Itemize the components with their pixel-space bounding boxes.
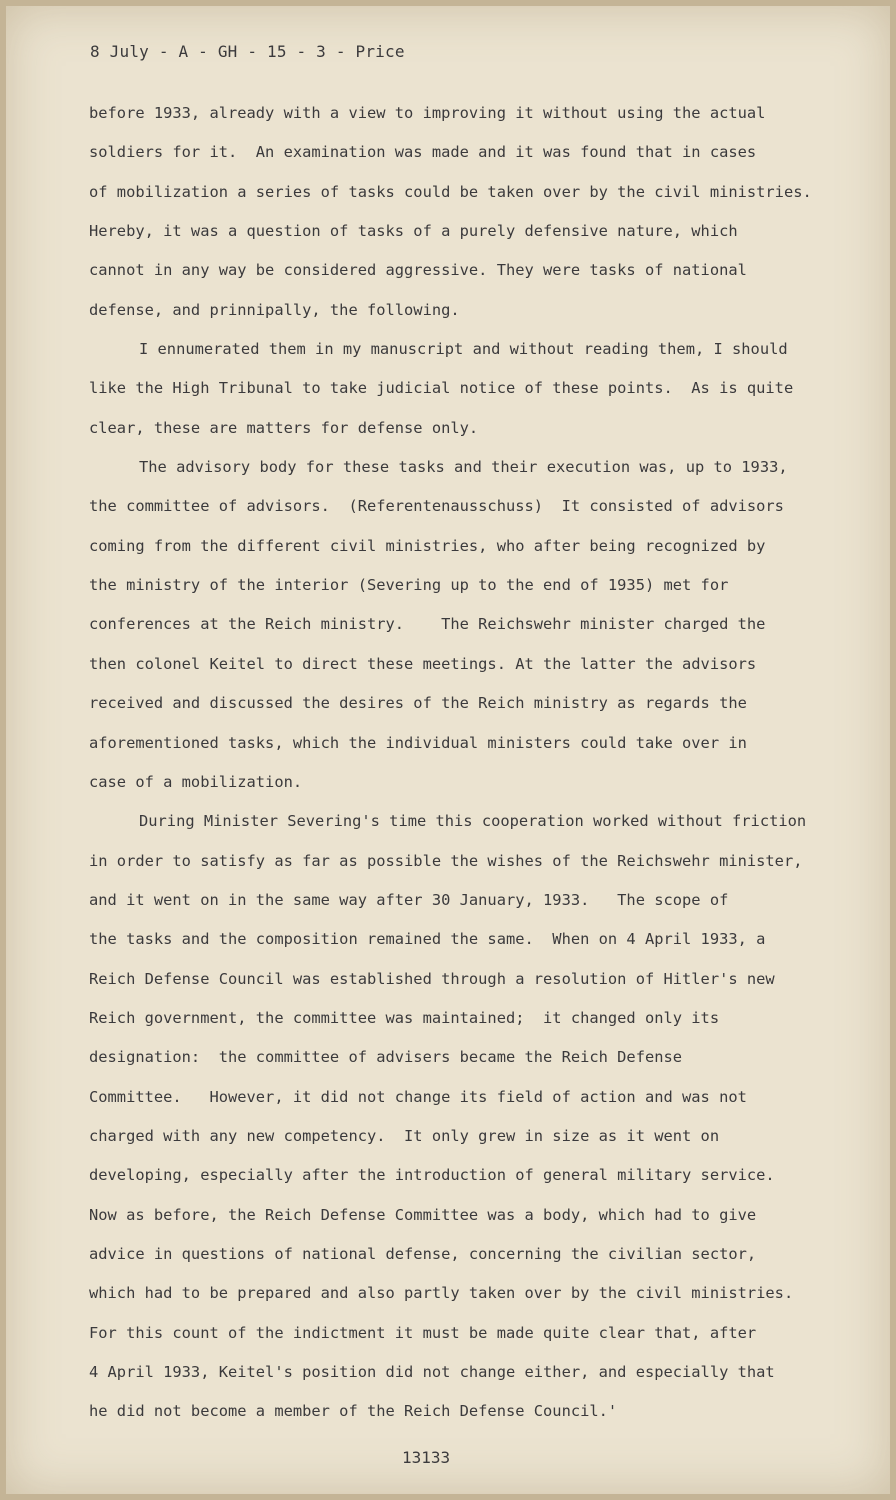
text-line: before 1933, already with a view to improving it without using the actual <box>89 104 766 122</box>
text-line: which had to be prepared and also partly taken over by the civil ministries. <box>89 1284 794 1303</box>
text-line: the committee of advisors. (Referentenausschuss) It consisted of advisors <box>89 497 784 516</box>
text-line: and it went on in the same way after 30 January, 1933. The scope of <box>89 890 729 909</box>
text-line: the ministry of the interior (Severing up to the end of 1935) met for <box>89 576 729 595</box>
text-line: Committee. However, it did not change its field of action and was not <box>89 1087 747 1106</box>
text-line: defense, and prinnipally, the following. <box>89 300 460 319</box>
text-line: advice in questions of national defense, concerning the civilian sector, <box>89 1244 757 1263</box>
text-line: coming from the different civil ministries, who after being recognized by <box>89 536 766 555</box>
text-line: Reich Defense Council was established through a resolution of Hitler's new <box>89 969 775 988</box>
text-line: The advisory body for these tasks and their execution was, up to 1933, <box>139 458 788 477</box>
text-line: soldiers for it. An examination was made and it was found that in cases <box>89 143 757 162</box>
text-line: received and discussed the desires of the Reich ministry as regards the <box>89 694 747 713</box>
text-line: charged with any new competency. It only grew in size as it went on <box>89 1126 720 1145</box>
page-header: 8 July - A - GH - 15 - 3 - Price <box>90 42 405 61</box>
text-line: case of a mobilization. <box>89 772 303 791</box>
typed-document-page <box>6 6 890 1494</box>
text-line: designation: the committee of advisers became the Reich Defense <box>89 1048 683 1067</box>
text-line: conferences at the Reich ministry. The Reichswehr minister charged the <box>89 615 766 634</box>
text-line: Hereby, it was a question of tasks of a purely defensive nature, which <box>89 222 738 241</box>
text-line: he did not become a member of the Reich Defense Council.' <box>89 1402 618 1421</box>
text-line: During Minister Severing's time this cooperation worked without friction <box>139 812 807 831</box>
page-number: 13133 <box>402 1448 451 1467</box>
text-line: Now as before, the Reich Defense Committee was a body, which had to give <box>89 1205 757 1224</box>
body-text <box>89 94 849 1432</box>
text-line: then colonel Keitel to direct these meetings. At the latter the advisors <box>89 654 757 673</box>
text-line: in order to satisfy as far as possible the wishes of the Reichswehr minister, <box>89 851 803 870</box>
text-line: aforementioned tasks, which the individual ministers could take over in <box>89 733 747 752</box>
text-line: I ennumerated them in my manuscript and without reading them, I should <box>139 340 788 359</box>
text-line: like the High Tribunal to take judicial notice of these points. As is quite <box>89 379 794 398</box>
text-line: For this count of the indictment it must be made quite clear that, after <box>89 1323 757 1342</box>
text-line: cannot in any way be considered aggressive. They were tasks of national <box>89 261 747 280</box>
text-line: 4 April 1933, Keitel's position did not change either, and especially that <box>89 1363 775 1381</box>
text-line: the tasks and the composition remained the same. When on 4 April 1933, a <box>89 930 766 949</box>
text-line: of mobilization a series of tasks could be taken over by the civil ministries. <box>89 182 812 201</box>
text-line: developing, especially after the introduction of general military service. <box>89 1166 775 1185</box>
text-line: Reich government, the committee was maintained; it changed only its <box>89 1008 720 1027</box>
text-line: clear, these are matters for defense only. <box>89 418 479 437</box>
